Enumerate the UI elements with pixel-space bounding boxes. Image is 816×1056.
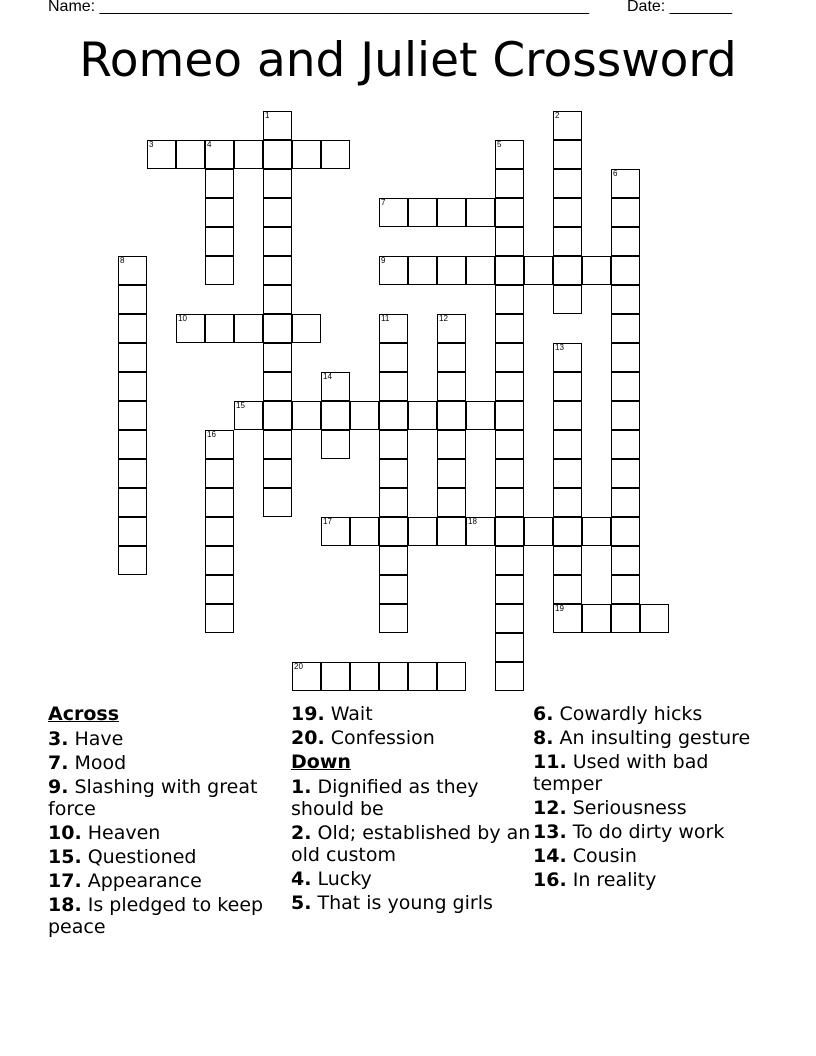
clue-text: Mood: [68, 752, 127, 774]
grid-cell[interactable]: [263, 111, 292, 140]
grid-cell[interactable]: [553, 546, 582, 575]
clue-number: 6.: [533, 703, 554, 725]
grid-cell[interactable]: [205, 488, 234, 517]
grid-cell[interactable]: [205, 575, 234, 604]
clue-item: [48, 846, 288, 868]
grid-cell[interactable]: [611, 198, 640, 227]
down-heading: Down: [291, 751, 351, 773]
grid-cell[interactable]: [350, 517, 379, 546]
clue-number: 15.: [48, 846, 82, 868]
grid-cell[interactable]: [640, 604, 669, 633]
clue-text: In reality: [566, 869, 657, 891]
clue-number: 3.: [48, 728, 69, 750]
clue-item: [48, 870, 288, 892]
clue-number: 19.: [291, 703, 325, 725]
clue-number: 14.: [533, 845, 567, 867]
clue-number-label: 17: [323, 517, 332, 526]
grid-cell[interactable]: [176, 140, 205, 169]
clue-text: Have: [68, 728, 124, 750]
grid-cell[interactable]: [205, 546, 234, 575]
clue-item: [533, 727, 773, 749]
grid-cell[interactable]: [321, 401, 350, 430]
grid-cell[interactable]: [408, 198, 437, 227]
clue-text: Slashing with great force: [48, 776, 258, 820]
grid-cell[interactable]: [553, 372, 582, 401]
clue-item: [533, 751, 773, 795]
clue-number: 12.: [533, 797, 567, 819]
grid-cell[interactable]: [553, 140, 582, 169]
grid-cell[interactable]: [263, 227, 292, 256]
grid-cell[interactable]: [495, 285, 524, 314]
clues-column-2: [291, 703, 531, 916]
grid-cell[interactable]: [379, 604, 408, 633]
grid-cell[interactable]: [582, 256, 611, 285]
grid-cell[interactable]: [205, 256, 234, 285]
grid-cell[interactable]: [234, 401, 263, 430]
grid-cell[interactable]: [379, 459, 408, 488]
clue-number: 4.: [291, 868, 312, 890]
grid-cell[interactable]: [611, 343, 640, 372]
grid-cell[interactable]: [118, 401, 147, 430]
clue-number-label: 3: [149, 140, 154, 149]
clue-number: 20.: [291, 727, 325, 749]
grid-cell[interactable]: [437, 256, 466, 285]
grid-cell[interactable]: [263, 488, 292, 517]
grid-cell[interactable]: [379, 517, 408, 546]
grid-cell[interactable]: [495, 633, 524, 662]
grid-cell[interactable]: [408, 662, 437, 691]
grid-cell[interactable]: [611, 227, 640, 256]
clue-item: [533, 845, 773, 867]
clue-item: [48, 752, 288, 774]
grid-cell[interactable]: [437, 459, 466, 488]
grid-cell[interactable]: [611, 575, 640, 604]
clue-number-label: 4: [207, 140, 212, 149]
clue-number: 5.: [291, 892, 312, 914]
clue-text: Seriousness: [566, 797, 687, 819]
grid-cell[interactable]: [118, 546, 147, 575]
grid-cell[interactable]: [350, 662, 379, 691]
grid-cell[interactable]: [437, 314, 466, 343]
clue-text: An insulting gesture: [553, 727, 751, 749]
grid-cell[interactable]: [611, 372, 640, 401]
grid-cell[interactable]: [437, 372, 466, 401]
grid-cell[interactable]: [379, 430, 408, 459]
clue-text: Wait: [324, 703, 373, 725]
grid-cell[interactable]: [379, 372, 408, 401]
grid-cell[interactable]: [205, 517, 234, 546]
clues-column-1: [48, 703, 288, 940]
clue-text: Dignified as they should be: [291, 776, 479, 820]
clue-number: 17.: [48, 870, 82, 892]
grid-cell[interactable]: [408, 401, 437, 430]
grid-cell[interactable]: [466, 256, 495, 285]
clue-item: [48, 822, 288, 844]
grid-cell[interactable]: [147, 140, 176, 169]
grid-cell[interactable]: [495, 227, 524, 256]
grid-cell[interactable]: [118, 488, 147, 517]
grid-cell[interactable]: [205, 227, 234, 256]
clue-item: [291, 868, 531, 890]
grid-cell[interactable]: [379, 343, 408, 372]
grid-cell[interactable]: [553, 343, 582, 372]
grid-cell[interactable]: [437, 343, 466, 372]
grid-cell[interactable]: [582, 604, 611, 633]
grid-cell[interactable]: [263, 256, 292, 285]
clue-text: Old; established by an old custom: [291, 822, 531, 866]
clue-number-label: 16: [207, 430, 216, 439]
grid-cell[interactable]: [205, 430, 234, 459]
grid-cell[interactable]: [495, 401, 524, 430]
grid-cell[interactable]: [495, 546, 524, 575]
page-title: Romeo and Juliet Crossword: [79, 33, 737, 88]
clue-text: Cowardly hicks: [553, 703, 703, 725]
grid-cell[interactable]: [176, 314, 205, 343]
grid-cell[interactable]: [553, 575, 582, 604]
clue-number-label: 2: [555, 111, 560, 120]
name-line: Name: _______________________________________________________: [48, 0, 589, 15]
grid-cell[interactable]: [495, 604, 524, 633]
grid-cell[interactable]: [263, 285, 292, 314]
grid-cell[interactable]: [611, 459, 640, 488]
grid-cell[interactable]: [495, 517, 524, 546]
clue-number-label: 13: [555, 343, 564, 352]
grid-cell[interactable]: [379, 575, 408, 604]
grid-cell[interactable]: [437, 401, 466, 430]
clue-number: 11.: [533, 751, 567, 773]
grid-cell[interactable]: [263, 459, 292, 488]
clue-number-label: 14: [323, 372, 332, 381]
grid-cell[interactable]: [553, 169, 582, 198]
grid-cell[interactable]: [321, 517, 350, 546]
clue-number-label: 20: [294, 662, 303, 671]
grid-cell[interactable]: [553, 198, 582, 227]
across-clue-list: [48, 728, 288, 938]
clue-number-label: 1: [265, 111, 270, 120]
grid-cell[interactable]: [263, 343, 292, 372]
clue-item: [291, 822, 531, 866]
grid-cell[interactable]: [292, 662, 321, 691]
grid-cell[interactable]: [611, 169, 640, 198]
clue-number: 7.: [48, 752, 69, 774]
grid-cell[interactable]: [321, 140, 350, 169]
clue-text: Used with bad temper: [533, 751, 709, 795]
grid-cell[interactable]: [350, 401, 379, 430]
grid-cell[interactable]: [495, 256, 524, 285]
across-heading: Across: [48, 703, 120, 725]
clue-text: Questioned: [81, 846, 197, 868]
grid-cell[interactable]: [263, 169, 292, 198]
clue-text: Appearance: [81, 870, 202, 892]
clue-number-label: 19: [555, 604, 564, 613]
grid-cell[interactable]: [118, 285, 147, 314]
grid-cell[interactable]: [495, 459, 524, 488]
clue-text: Confession: [324, 727, 435, 749]
grid-cell[interactable]: [611, 314, 640, 343]
grid-cell[interactable]: [263, 430, 292, 459]
grid-cell[interactable]: [321, 662, 350, 691]
grid-cell[interactable]: [263, 314, 292, 343]
clue-item: [48, 894, 288, 938]
grid-cell[interactable]: [553, 430, 582, 459]
grid-cell[interactable]: [263, 372, 292, 401]
grid-cell[interactable]: [611, 430, 640, 459]
clue-item: [48, 776, 288, 820]
grid-cell[interactable]: [118, 314, 147, 343]
clue-number-label: 18: [468, 517, 477, 526]
grid-cell[interactable]: [118, 372, 147, 401]
clue-number: 8.: [533, 727, 554, 749]
grid-cell[interactable]: [466, 198, 495, 227]
grid-cell[interactable]: [263, 401, 292, 430]
grid-cell[interactable]: [292, 401, 321, 430]
date-line: Date: _______: [627, 0, 732, 15]
grid-cell[interactable]: [611, 488, 640, 517]
grid-cell[interactable]: [611, 256, 640, 285]
clue-number-label: 7: [381, 198, 386, 207]
grid-cell[interactable]: [118, 517, 147, 546]
down-clue-list: [291, 776, 531, 914]
clue-number: 1.: [291, 776, 312, 798]
clue-text: Lucky: [311, 868, 372, 890]
grid-cell[interactable]: [495, 314, 524, 343]
grid-cell[interactable]: [118, 459, 147, 488]
clue-number: 10.: [48, 822, 82, 844]
across-clue-list-continued: [291, 703, 531, 749]
clue-item: [48, 728, 288, 750]
grid-cell[interactable]: [495, 575, 524, 604]
clue-number: 13.: [533, 821, 567, 843]
grid-cell[interactable]: [611, 285, 640, 314]
clue-text: Cousin: [566, 845, 637, 867]
clue-item: [533, 797, 773, 819]
grid-cell[interactable]: [205, 198, 234, 227]
grid-cell[interactable]: [553, 459, 582, 488]
down-clue-list-continued: [533, 703, 773, 891]
grid-cell[interactable]: [234, 314, 263, 343]
grid-cell[interactable]: [437, 430, 466, 459]
grid-cell[interactable]: [466, 401, 495, 430]
grid-cell[interactable]: [582, 517, 611, 546]
grid-cell[interactable]: [611, 546, 640, 575]
grid-cell[interactable]: [234, 140, 263, 169]
clue-item: [291, 776, 531, 820]
grid-cell[interactable]: [379, 662, 408, 691]
grid-cell[interactable]: [205, 459, 234, 488]
clue-number-label: 6: [613, 169, 618, 178]
grid-cell[interactable]: [553, 256, 582, 285]
clue-item: [291, 703, 531, 725]
clue-number-label: 12: [439, 314, 448, 323]
clue-number: 18.: [48, 894, 82, 916]
clues-column-3: [533, 703, 773, 893]
clue-number-label: 8: [120, 256, 125, 265]
grid-cell[interactable]: [437, 662, 466, 691]
grid-cell[interactable]: [553, 517, 582, 546]
grid-cell[interactable]: [205, 314, 234, 343]
grid-cell[interactable]: [553, 227, 582, 256]
grid-cell[interactable]: [321, 372, 350, 401]
grid-cell[interactable]: [437, 517, 466, 546]
grid-cell[interactable]: [495, 169, 524, 198]
grid-cell[interactable]: [495, 140, 524, 169]
grid-cell[interactable]: [495, 662, 524, 691]
grid-cell[interactable]: [495, 430, 524, 459]
grid-cell[interactable]: [118, 343, 147, 372]
grid-cell[interactable]: [611, 604, 640, 633]
grid-cell[interactable]: [466, 517, 495, 546]
grid-cell[interactable]: [495, 198, 524, 227]
grid-cell[interactable]: [553, 401, 582, 430]
grid-cell[interactable]: [205, 140, 234, 169]
clue-item: [291, 892, 531, 914]
clue-text: Is pledged to keep peace: [48, 894, 264, 938]
grid-cell[interactable]: [118, 430, 147, 459]
clue-item: [291, 727, 531, 749]
clue-number-label: 15: [236, 401, 245, 410]
grid-cell[interactable]: [495, 488, 524, 517]
grid-cell[interactable]: [611, 401, 640, 430]
grid-cell[interactable]: [321, 430, 350, 459]
grid-cell[interactable]: [263, 198, 292, 227]
grid-cell[interactable]: [379, 314, 408, 343]
clue-text: To do dirty work: [566, 821, 725, 843]
clue-number-label: 11: [381, 314, 390, 323]
grid-cell[interactable]: [292, 314, 321, 343]
grid-cell[interactable]: [553, 285, 582, 314]
grid-cell[interactable]: [524, 256, 553, 285]
grid-cell[interactable]: [524, 517, 553, 546]
clue-text: That is young girls: [311, 892, 493, 914]
grid-cell[interactable]: [553, 604, 582, 633]
grid-cell[interactable]: [379, 198, 408, 227]
grid-cell[interactable]: [292, 140, 321, 169]
clue-text: Heaven: [81, 822, 161, 844]
grid-cell[interactable]: [495, 372, 524, 401]
clue-number: 2.: [291, 822, 312, 844]
clue-item: [533, 821, 773, 843]
grid-cell[interactable]: [553, 111, 582, 140]
clue-number: 16.: [533, 869, 567, 891]
grid-cell[interactable]: [437, 488, 466, 517]
clue-number-label: 9: [381, 256, 386, 265]
grid-cell[interactable]: [263, 140, 292, 169]
grid-cell[interactable]: [495, 343, 524, 372]
clue-number: 9.: [48, 776, 69, 798]
clue-item: [533, 869, 773, 891]
grid-cell[interactable]: [408, 517, 437, 546]
grid-cell[interactable]: [408, 256, 437, 285]
grid-cell[interactable]: [205, 169, 234, 198]
grid-cell[interactable]: [611, 517, 640, 546]
grid-cell[interactable]: [379, 256, 408, 285]
grid-cell[interactable]: [437, 198, 466, 227]
clue-item: [533, 703, 773, 725]
grid-cell[interactable]: [118, 256, 147, 285]
grid-cell[interactable]: [379, 546, 408, 575]
grid-cell[interactable]: [379, 488, 408, 517]
clue-number-label: 10: [178, 314, 187, 323]
grid-cell[interactable]: [205, 604, 234, 633]
grid-cell[interactable]: [553, 488, 582, 517]
grid-cell[interactable]: [379, 401, 408, 430]
clue-number-label: 5: [497, 140, 502, 149]
